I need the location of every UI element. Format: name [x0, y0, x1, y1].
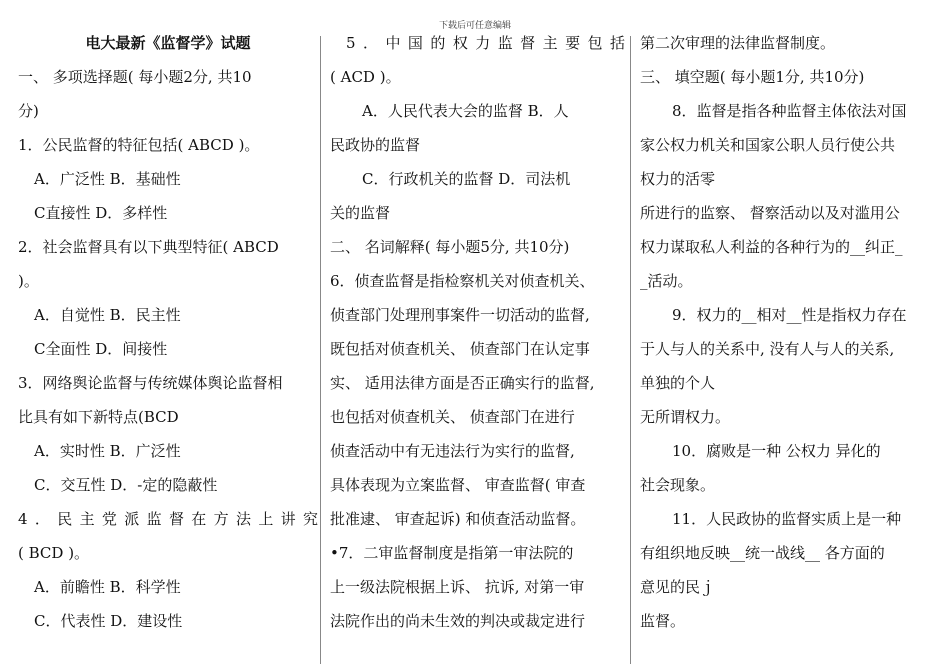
text-line: C．行政机关的监督 D．司法机: [362, 170, 571, 188]
text-line: 比具有如下新特点(BCD: [18, 408, 179, 426]
text-line: _活动。: [640, 272, 693, 290]
text-line: ( BCD )。: [18, 544, 90, 562]
text-line: 于人与人的关系中, 没有人与人的关系,: [640, 340, 895, 358]
text-line: 上一级法院根据上诉、 抗诉, 对第一审: [330, 578, 585, 596]
text-line: 有组织地反映__统一战线__ 各方面的: [640, 544, 885, 562]
text-line: ( ACD )。: [330, 68, 401, 86]
text-line: 第二次审理的法律监督制度。: [640, 34, 836, 52]
text-line: 意见的民ｊ: [640, 578, 716, 596]
text-line: 权力的活零: [640, 170, 716, 188]
text-line: 具体表现为立案监督、 审查监督( 审查: [330, 476, 586, 494]
text-line: 既包括对侦查机关、 侦查部门在认定事: [330, 340, 590, 358]
text-line: 分): [18, 102, 39, 120]
text-line: A．自觉性 B．民主性: [34, 306, 181, 324]
column-middle: [330, 26, 625, 666]
text-line: A．前瞻性 B．科学性: [34, 578, 181, 596]
text-line: A．人民代表大会的监督 B．人: [362, 102, 569, 120]
column-left: [18, 26, 318, 666]
text-line: 4．民主党派监督在方法上讲究: [18, 510, 318, 528]
text-line: 11．人民政协的监督实质上是一种: [672, 510, 902, 528]
column-right: [640, 26, 932, 666]
column-divider-right: [630, 36, 631, 664]
text-line: 法院作出的尚未生效的判决或裁定进行: [330, 612, 586, 630]
text-line: C直接性 D．多样性: [34, 204, 168, 222]
header-note: 下载后可任意编辑: [438, 21, 511, 31]
column-divider-left: [320, 36, 321, 664]
text-line: 5．中国的权力监督主要包括: [346, 34, 625, 52]
text-line: 也包括对侦查机关、 侦查部门在进行: [330, 408, 575, 426]
document-title: 电大最新《监督学》试题: [85, 34, 251, 52]
text-line: )。: [18, 272, 39, 290]
text-line: A．广泛性 B．基础性: [34, 170, 181, 188]
text-line: 3．网络舆论监督与传统媒体舆论监督相: [18, 374, 283, 392]
text-line: •7．二审监督制度是指第一审法院的: [330, 544, 574, 562]
text-line: A．实时性 B．广泛性: [34, 442, 181, 460]
text-line: 关的监督: [330, 204, 391, 222]
text-line: 侦查部门处理刑事案件一切活动的监督,: [330, 306, 590, 324]
text-line: 实、 适用法律方面是否正确实行的监督,: [330, 374, 595, 392]
text-line: 所进行的监察、 督察活动以及对滥用公: [640, 204, 900, 222]
text-line: 一、 多项选择题( 每小题2分, 共10: [18, 68, 252, 86]
text-line: 二、 名词解释( 每小题5分, 共10分): [330, 238, 570, 256]
text-line: 8．监督是指各种监督主体依法对国: [672, 102, 907, 120]
text-line: C全面性 D．间接性: [34, 340, 168, 358]
text-line: 1．公民监督的特征包括( ABCD )。: [18, 136, 260, 154]
text-line: 批准逮、 审查起诉) 和侦查活动监督。: [330, 510, 586, 528]
text-line: 9．权力的__相对__性是指权力存在: [672, 306, 907, 324]
text-line: 民政协的监督: [330, 136, 421, 154]
text-line: 监督。: [640, 612, 686, 630]
text-line: 权力谋取私人利益的各种行为的__纠正_: [640, 238, 903, 256]
text-line: 三、 填空题( 每小题1分, 共10分): [640, 68, 865, 86]
text-line: C．交互性 D．-定的隐蔽性: [34, 476, 218, 494]
text-line: 单独的个人: [640, 374, 716, 392]
text-line: 2．社会监督具有以下典型特征( ABCD: [18, 238, 279, 256]
text-line: 侦查活动中有无违法行为实行的监督,: [330, 442, 575, 460]
text-line: C．代表性 D．建设性: [34, 612, 183, 630]
text-line: 10．腐败是一种 公权力 异化的: [672, 442, 881, 460]
text-line: 无所谓权力。: [640, 408, 731, 426]
text-line: 家公权力机关和国家公职人员行使公共: [640, 136, 896, 154]
text-line: 6．侦查监督是指检察机关对侦查机关、: [330, 272, 595, 290]
text-line: 社会现象。: [640, 476, 716, 494]
